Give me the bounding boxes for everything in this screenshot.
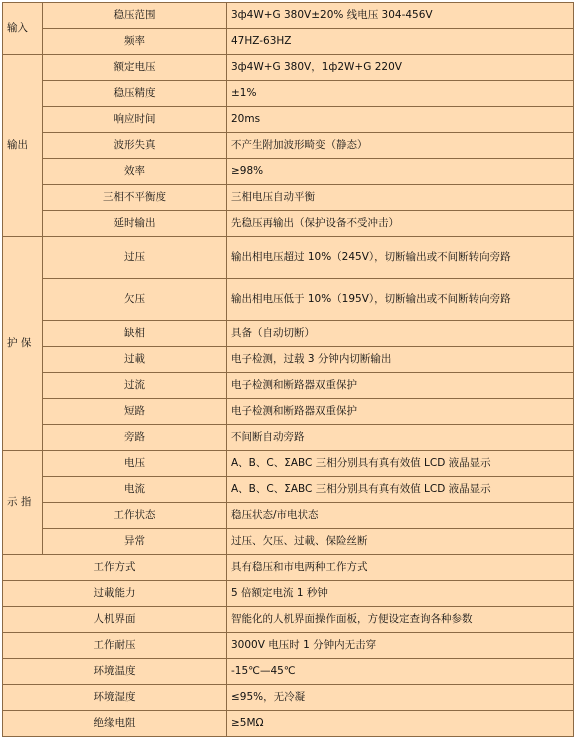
row-label: 电流 — [43, 477, 227, 503]
group-protection-label: 护 保 — [3, 237, 43, 451]
table-row — [3, 711, 574, 737]
table-row — [3, 185, 574, 211]
row-value: 3000V 电压时 1 分钟内无击穿 — [227, 633, 574, 659]
row-value: 不间断自动旁路 — [227, 425, 574, 451]
table-row — [3, 503, 574, 529]
row-value: A、B、C、ΣABC 三相分别具有真有效值 LCD 液晶显示 — [227, 477, 574, 503]
row-value: 电子检测，过载 3 分钟内切断输出 — [227, 347, 574, 373]
table-row — [3, 555, 574, 581]
row-label: 过压 — [43, 237, 227, 279]
table-row — [3, 133, 574, 159]
row-value: 电子检测和断路器双重保护 — [227, 373, 574, 399]
row-label: 过載能力 — [3, 581, 227, 607]
row-label: 欠压 — [43, 279, 227, 321]
row-value: 输出相电压超过 10%（245V），切断输出或不间断转向旁路 — [227, 237, 574, 279]
row-value: 5 倍额定电流 1 秒钟 — [227, 581, 574, 607]
row-label: 工作方式 — [3, 555, 227, 581]
row-value: ±1% — [227, 81, 574, 107]
row-value: ≥98% — [227, 159, 574, 185]
row-label: 异常 — [43, 529, 227, 555]
row-value: 47HZ-63HZ — [227, 29, 574, 55]
row-label: 环境温度 — [3, 659, 227, 685]
row-label: 三相不平衡度 — [43, 185, 227, 211]
table-row — [3, 55, 574, 81]
row-label: 人机界面 — [3, 607, 227, 633]
table-row — [3, 347, 574, 373]
row-value: 稳压状态/市电状态 — [227, 503, 574, 529]
group-display-label: 示 指 — [3, 451, 43, 555]
row-value: 具有稳压和市电两种工作方式 — [227, 555, 574, 581]
row-value: 具备（自动切断） — [227, 321, 574, 347]
table-row — [3, 321, 574, 347]
row-value: 20ms — [227, 107, 574, 133]
row-value: 先稳压再输出（保护设备不受冲击） — [227, 211, 574, 237]
table-row — [3, 451, 574, 477]
spec-table — [2, 2, 574, 737]
table-row — [3, 659, 574, 685]
row-value: 3ф4W+G 380V±20% 线电压 304-456V — [227, 3, 574, 29]
row-value: 过压、欠压、过載、保险丝断 — [227, 529, 574, 555]
table-row — [3, 3, 574, 29]
row-label: 过載 — [43, 347, 227, 373]
row-value: ≤95%，无冷凝 — [227, 685, 574, 711]
row-value: 智能化的人机界面操作面板，方便设定查询各种参数 — [227, 607, 574, 633]
row-label: 绝缘电阻 — [3, 711, 227, 737]
row-label: 稳压精度 — [43, 81, 227, 107]
table-row — [3, 581, 574, 607]
row-label: 旁路 — [43, 425, 227, 451]
table-row — [3, 211, 574, 237]
row-value: A、B、C、ΣABC 三相分别具有真有效值 LCD 液晶显示 — [227, 451, 574, 477]
row-label: 响应时间 — [43, 107, 227, 133]
row-value: 不产生附加波形畸变（静态） — [227, 133, 574, 159]
row-label: 波形失真 — [43, 133, 227, 159]
table-row — [3, 529, 574, 555]
row-label: 缺相 — [43, 321, 227, 347]
table-row — [3, 607, 574, 633]
row-label: 效率 — [43, 159, 227, 185]
table-row — [3, 425, 574, 451]
row-value: -15℃—45℃ — [227, 659, 574, 685]
row-label: 工作状态 — [43, 503, 227, 529]
row-label: 过流 — [43, 373, 227, 399]
row-value: 输出相电压低于 10%（195V），切断输出或不间断转向旁路 — [227, 279, 574, 321]
row-value: 3ф4W+G 380V，1ф2W+G 220V — [227, 55, 574, 81]
table-row — [3, 81, 574, 107]
row-label: 额定电压 — [43, 55, 227, 81]
row-label: 短路 — [43, 399, 227, 425]
table-row — [3, 373, 574, 399]
row-label: 环境湿度 — [3, 685, 227, 711]
table-row — [3, 477, 574, 503]
table-row — [3, 633, 574, 659]
row-value: ≥5MΩ — [227, 711, 574, 737]
row-value: 三相电压自动平衡 — [227, 185, 574, 211]
row-label: 频率 — [43, 29, 227, 55]
table-row — [3, 159, 574, 185]
row-value: 电子检测和断路器双重保护 — [227, 399, 574, 425]
group-output-label: 输出 — [3, 55, 43, 237]
table-row — [3, 685, 574, 711]
group-input-label: 输入 — [3, 3, 43, 55]
row-label: 电压 — [43, 451, 227, 477]
table-row — [3, 107, 574, 133]
row-label: 稳压范围 — [43, 3, 227, 29]
table-row — [3, 279, 574, 321]
table-row — [3, 399, 574, 425]
table-row — [3, 237, 574, 279]
row-label: 延时输出 — [43, 211, 227, 237]
row-label: 工作耐压 — [3, 633, 227, 659]
table-row — [3, 29, 574, 55]
